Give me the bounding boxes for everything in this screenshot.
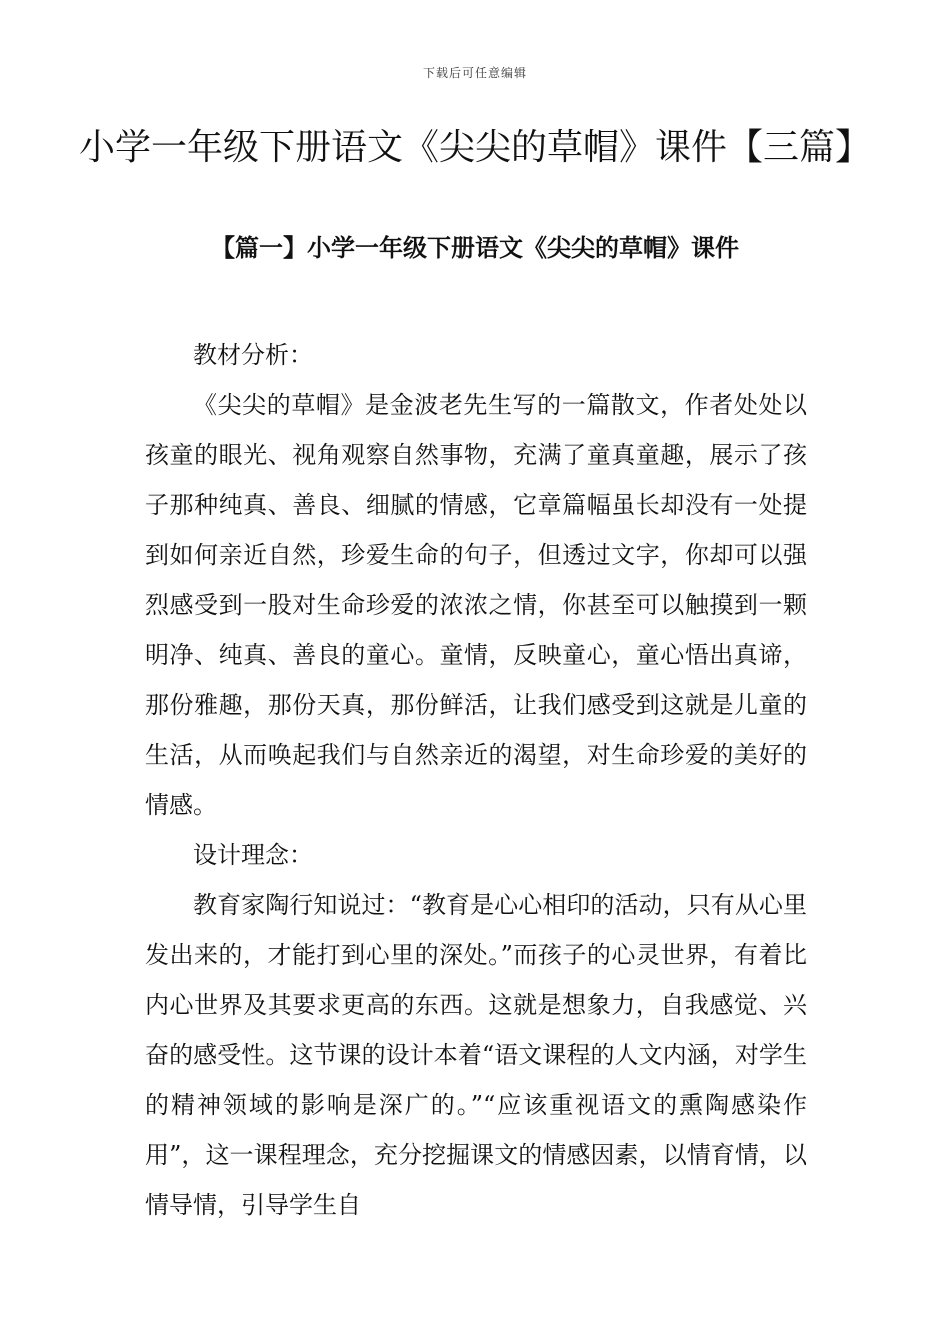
section-subtitle: 【篇一】小学一年级下册语文《尖尖的草帽》课件 (211, 233, 739, 262)
section-heading-materials: 教材分析： (193, 341, 313, 369)
document-title: 小学一年级下册语文《尖尖的草帽》课件【三篇】 (78, 127, 871, 168)
section-heading-design: 设计理念： (193, 841, 313, 869)
header-note: 下载后可任意编辑 (422, 66, 527, 80)
paragraph-materials: 《尖尖的草帽》是金波老先生写的一篇散文，作者处处以孩童的眼光、视角观察自然事物，充满了童真童趣，展示了孩子那种纯真、善良、细腻的情感，它章篇幅虽长却没有一处提到如何亲近自然，珍爱生命的句子，但透过文字，你却可以强烈感受到一股对生命珍爱的浓浓之情，你甚至可以触摸到一颗明净、纯真、善良的童心。童情，反映童心，童心悟出真谛，那份雅趣，那份天真，那份鲜活，让我们感受到这就是儿童的生活，从而唤起我们与自然亲近的渴望，对生命珍爱的美好的情感。 (145, 391, 807, 819)
paragraph-design: 教育家陶行知说过：“教育是心心相印的活动，只有从心里发出来的，才能打到心里的深处。”而孩子的心灵世界，有着比内心世界及其要求更高的东西。这就是想象力，自我感觉、兴奋的感受性。这节课的设计本着“语文课程的人文内涵，对学生的精神领域的影响是深广的。”“应该重视语文的熏陶感染作用”，这一课程理念，充分挖掘课文的情感因素，以情育情，以情导情，引导学生自 (145, 891, 807, 1219)
document-body (145, 330, 807, 1230)
